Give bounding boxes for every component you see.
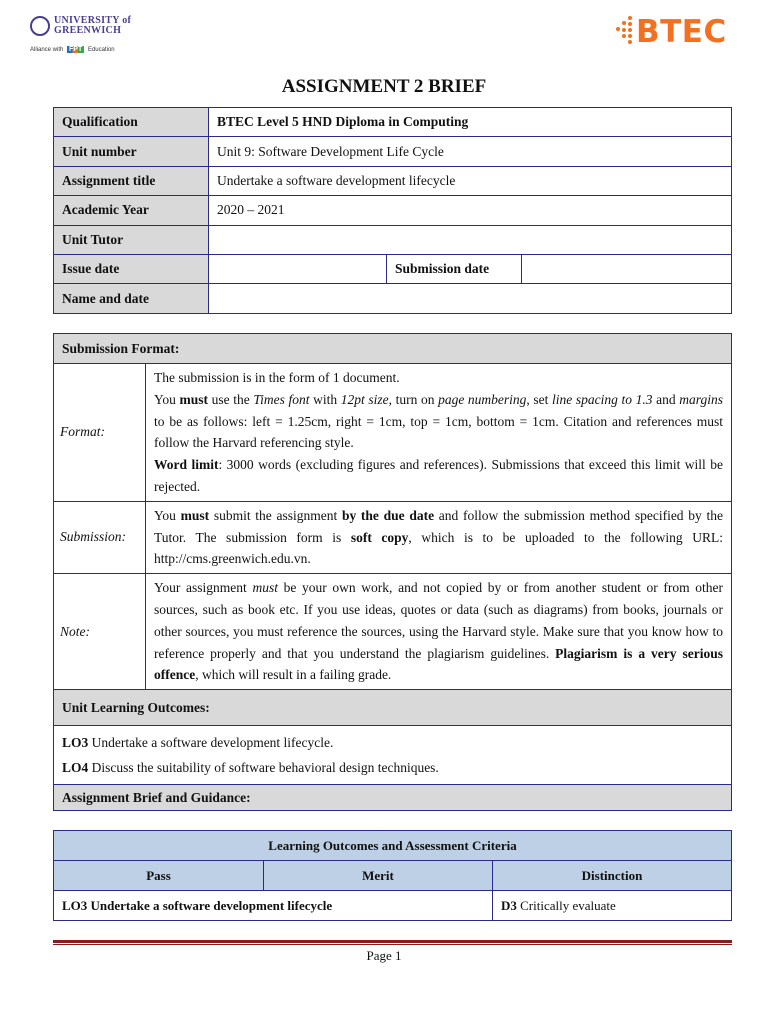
submission-date-value <box>522 254 732 283</box>
text-span: must <box>180 507 210 523</box>
table-row <box>54 726 732 785</box>
table-row <box>54 284 732 313</box>
merit-header: Merit <box>264 861 493 891</box>
text-span: margins <box>679 391 723 407</box>
lo3-row-label: LO3 Undertake a software development lifecycle <box>54 891 493 921</box>
table-row <box>54 334 732 364</box>
alliance-prefix: Alliance with <box>30 47 64 53</box>
fpt-logo: FPT <box>69 46 83 53</box>
format-label: Format: <box>54 364 146 502</box>
text-span: , turn on <box>388 391 439 407</box>
text-span: , which is to be uploaded to the following URL: http://cms.greenwich.edu.vn. <box>154 529 724 567</box>
text-span: : 3000 words (excluding figures and references). Submissions that exceed this limit will be rejected. <box>154 457 724 494</box>
format-line: The submission is in the form of 1 document. <box>154 370 400 385</box>
text-span: , which will result in a failing grade. <box>195 667 392 683</box>
table-row <box>54 166 732 195</box>
submission-format-heading: Submission Format: <box>54 334 732 364</box>
submission-table <box>53 333 732 811</box>
submission-date-label: Submission date <box>387 254 522 283</box>
lo3-text: Undertake a software development lifecycle. <box>88 735 334 751</box>
page-title: ASSIGNMENT 2 BRIEF <box>281 76 487 97</box>
assignment-info-table <box>53 107 732 314</box>
unit-number-label: Unit number <box>54 137 209 166</box>
d3-text: Critically evaluate <box>516 897 616 913</box>
text-span: You <box>154 507 181 523</box>
btec-logo <box>614 12 744 54</box>
text-span: Times font <box>253 391 310 407</box>
text-span: Your assignment <box>154 580 253 596</box>
text-span: Word limit <box>154 457 219 473</box>
text-span: to be as follows: left = 1.25cm, right = 1cm, top = 1cm, bottom = 1cm. Citation and references must follow the Harvard referencing style. <box>154 413 723 451</box>
university-name: UNIVERSITY of GREENWICH <box>54 15 132 36</box>
alliance-suffix: Education <box>87 47 115 53</box>
table-row <box>54 196 732 225</box>
table-row <box>54 364 732 502</box>
btec-dots-icon <box>614 16 636 46</box>
lo4-text: Discuss the suitability of software behavioral design techniques. <box>88 760 439 776</box>
alliance-line <box>30 46 115 53</box>
text-span: and <box>652 391 680 407</box>
footer-rule-thin <box>53 944 732 945</box>
table-row <box>54 891 732 921</box>
text-span: with <box>309 391 341 407</box>
issue-date-value <box>209 254 387 283</box>
text-span: submit the assignment <box>209 507 342 523</box>
table-row <box>54 254 732 283</box>
table-row <box>54 690 732 726</box>
table-row <box>54 225 732 254</box>
note-label: Note: <box>54 574 146 690</box>
academic-year-value: 2020 – 2021 <box>209 196 732 225</box>
text-span: use the <box>208 391 254 407</box>
assignment-title-value: Undertake a software development lifecycle <box>209 166 732 195</box>
text-span: and follow the submission method specified by the Tutor. The submission form is <box>154 507 723 545</box>
text-span: You <box>154 391 180 407</box>
text-span: by the due date <box>341 507 435 523</box>
table-row <box>54 831 732 861</box>
text-span: line spacing to 1.3 <box>552 391 653 407</box>
note-text <box>146 574 732 690</box>
lo4-code: LO4 <box>62 760 89 776</box>
unit-tutor-label: Unit Tutor <box>54 225 209 254</box>
guidance-heading: Assignment Brief and Guidance: <box>54 785 732 811</box>
table-row <box>54 785 732 811</box>
btec-wordmark: BTEC <box>636 14 727 50</box>
name-date-label: Name and date <box>54 284 209 313</box>
footer-rule <box>53 940 732 943</box>
d3-cell <box>493 891 732 921</box>
page-number: Page 1 <box>366 948 402 963</box>
academic-year-label: Academic Year <box>54 196 209 225</box>
text-span: be your own work, and not copied by or from another student or from other sources, such as book etc. If you use ideas, quotes or data (such as diagrams) from books, journals or other sources, you must reference the sources, using the Harvard style. Make sure that you know how to reference properly and that you understand the plagiarism guidelines. <box>154 580 724 661</box>
issue-date-label: Issue date <box>54 254 209 283</box>
criteria-table <box>53 830 732 921</box>
lo3-code: LO3 <box>62 735 89 751</box>
university-logo <box>30 14 150 56</box>
table-row <box>54 501 732 573</box>
unit-number-value: Unit 9: Software Development Life Cycle <box>209 137 732 166</box>
submission-text <box>146 501 732 573</box>
pass-header: Pass <box>54 861 264 891</box>
crest-icon <box>30 16 50 36</box>
criteria-heading: Learning Outcomes and Assessment Criteria <box>54 831 732 861</box>
text-span: 12pt size <box>340 391 389 407</box>
outcomes-list <box>54 726 732 785</box>
d3-code: D3 <box>501 897 517 913</box>
distinction-header: Distinction <box>493 861 732 891</box>
table-row <box>54 108 732 137</box>
text-span: must <box>252 580 278 596</box>
table-row <box>54 574 732 690</box>
outcomes-heading: Unit Learning Outcomes: <box>54 690 732 726</box>
table-row <box>54 861 732 891</box>
text-span: Plagiarism is a very serious offence <box>154 645 724 683</box>
submission-label: Submission: <box>54 501 146 573</box>
text-span: page numbering <box>438 391 527 407</box>
qualification-label: Qualification <box>54 108 209 137</box>
text-span: must <box>179 391 209 407</box>
text-span: soft copy <box>350 529 409 545</box>
format-text <box>146 364 732 502</box>
assignment-title-label: Assignment title <box>54 166 209 195</box>
unit-tutor-value <box>209 225 732 254</box>
qualification-value: BTEC Level 5 HND Diploma in Computing <box>209 108 732 137</box>
name-date-value <box>209 284 732 313</box>
text-span: , set <box>526 391 553 407</box>
table-row <box>54 137 732 166</box>
